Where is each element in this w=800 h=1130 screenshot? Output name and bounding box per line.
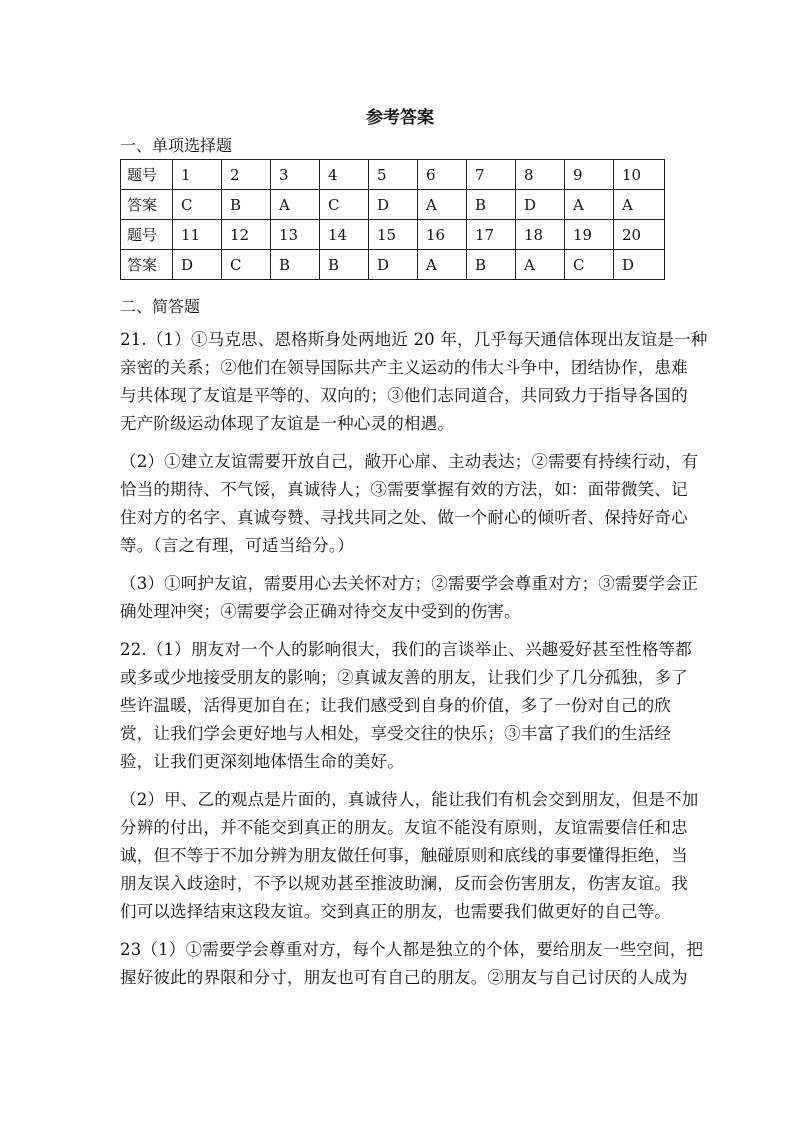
- table-cell: 11: [173, 220, 222, 250]
- answer-table: [120, 159, 665, 280]
- answer-line: 或多或少地接受朋友的影响；②真诚友善的朋友，让我们少了几分孤独，多了: [120, 668, 688, 687]
- answer-line: 赏，让我们学会更好地与人相处，享受交往的快乐；③丰富了我们的生活经: [120, 724, 672, 743]
- table-cell: D: [173, 250, 222, 280]
- table-cell: C: [320, 190, 369, 220]
- answer-line: 等。（言之有理，可适当给分。）: [120, 536, 354, 555]
- answer-line: （2）甲、乙的观点是片面的，真诚待人，能让我们有机会交到朋友，但是不加: [120, 790, 699, 809]
- table-cell: 15: [369, 220, 418, 250]
- table-cell: A: [516, 250, 565, 280]
- table-cell: C: [173, 190, 222, 220]
- table-cell: B: [467, 250, 516, 280]
- table-cell: B: [222, 190, 271, 220]
- table-cell: 5: [369, 160, 418, 190]
- table-cell: B: [271, 250, 320, 280]
- answer-line: 确处理冲突；④需要学会正确对待交友中受到的伤害。: [120, 602, 521, 621]
- answer-line: 分辨的付出，并不能交到真正的朋友。友谊不能没有原则，友谊需要信任和忠: [120, 818, 688, 837]
- table-row: [121, 190, 665, 220]
- table-cell: 17: [467, 220, 516, 250]
- table-cell: 6: [418, 160, 467, 190]
- answer-line: （3）①呵护友谊，需要用心去关怀对方；②需要学会尊重对方；③需要学会正: [120, 574, 699, 593]
- table-cell: C: [222, 250, 271, 280]
- table-cell: A: [418, 190, 467, 220]
- table-cell: 19: [565, 220, 614, 250]
- table-row: [121, 250, 665, 280]
- page-title: 参考答案: [366, 108, 434, 128]
- table-cell: 12: [222, 220, 271, 250]
- table-row: [121, 160, 665, 190]
- table-cell: 题号: [121, 160, 173, 190]
- answer-line: （2）①建立友谊需要开放自己，敞开心扉、主动表达；②需要有持续行动，有: [120, 452, 699, 471]
- table-cell: A: [614, 190, 665, 220]
- table-cell: 4: [320, 160, 369, 190]
- table-cell: D: [614, 250, 665, 280]
- table-cell: B: [320, 250, 369, 280]
- table-cell: 7: [467, 160, 516, 190]
- table-cell: 题号: [121, 220, 173, 250]
- table-cell: 3: [271, 160, 320, 190]
- answer-line: 21.（1）①马克思、恩格斯身处两地近 20 年，几乎每天通信体现出友谊是一种: [120, 330, 708, 349]
- section-heading-choice: 一、单项选择题: [120, 136, 233, 155]
- table-cell: D: [369, 250, 418, 280]
- answer-line: 22.（1）朋友对一个人的影响很大，我们的言谈举止、兴趣爱好甚至性格等都: [120, 640, 692, 659]
- table-cell: D: [516, 190, 565, 220]
- table-cell: 答案: [121, 250, 173, 280]
- table-cell: 13: [271, 220, 320, 250]
- answer-line: 23（1）①需要学会尊重对方，每个人都是独立的个体，要给朋友一些空间，把: [120, 940, 704, 959]
- table-cell: 10: [614, 160, 665, 190]
- table-cell: 9: [565, 160, 614, 190]
- table-row: [121, 220, 665, 250]
- answer-line: 验，让我们更深刻地体悟生命的美好。: [120, 752, 404, 771]
- section-heading-short-answer: 二、简答题: [120, 297, 201, 316]
- table-cell: 20: [614, 220, 665, 250]
- answer-line: 无产阶级运动体现了友谊是一种心灵的相遇。: [120, 414, 454, 433]
- table-cell: 18: [516, 220, 565, 250]
- answer-line: 诚，但不等于不加分辨为朋友做任何事，触碰原则和底线的事要懂得拒绝，当: [120, 846, 688, 865]
- table-cell: 8: [516, 160, 565, 190]
- answer-line: 与共体现了友谊是平等的、双向的；③他们志同道合，共同致力于指导各国的: [120, 386, 688, 405]
- table-cell: 答案: [121, 190, 173, 220]
- table-cell: 2: [222, 160, 271, 190]
- answer-line: 住对方的名字、真诚夸赞、寻找共同之处、做一个耐心的倾听者、保持好奇心: [120, 508, 688, 527]
- table-cell: 16: [418, 220, 467, 250]
- answer-line: 些许温暖，活得更加自在；让我们感受到自身的价值，多了一份对自己的欣: [120, 696, 672, 715]
- answer-line: 亲密的关系；②他们在领导国际共产主义运动的伟大斗争中，团结协作，患难: [120, 358, 688, 377]
- table-cell: A: [418, 250, 467, 280]
- table-cell: A: [565, 190, 614, 220]
- answer-line: 们可以选择结束这段友谊。交到真正的朋友，也需要我们做更好的自己等。: [120, 902, 672, 921]
- table-cell: 14: [320, 220, 369, 250]
- table-cell: A: [271, 190, 320, 220]
- answer-line: 握好彼此的界限和分寸，朋友也可有自己的朋友。②朋友与自己讨厌的人成为: [120, 968, 688, 987]
- table-cell: 1: [173, 160, 222, 190]
- table-cell: D: [369, 190, 418, 220]
- table-cell: B: [467, 190, 516, 220]
- answer-line: 恰当的期待、不气馁，真诚待人；③需要掌握有效的方法，如：面带微笑、记: [120, 480, 688, 499]
- table-cell: C: [565, 250, 614, 280]
- answer-line: 朋友误入歧途时，不予以规劝甚至推波助澜，反而会伤害朋友，伤害友谊。我: [120, 874, 688, 893]
